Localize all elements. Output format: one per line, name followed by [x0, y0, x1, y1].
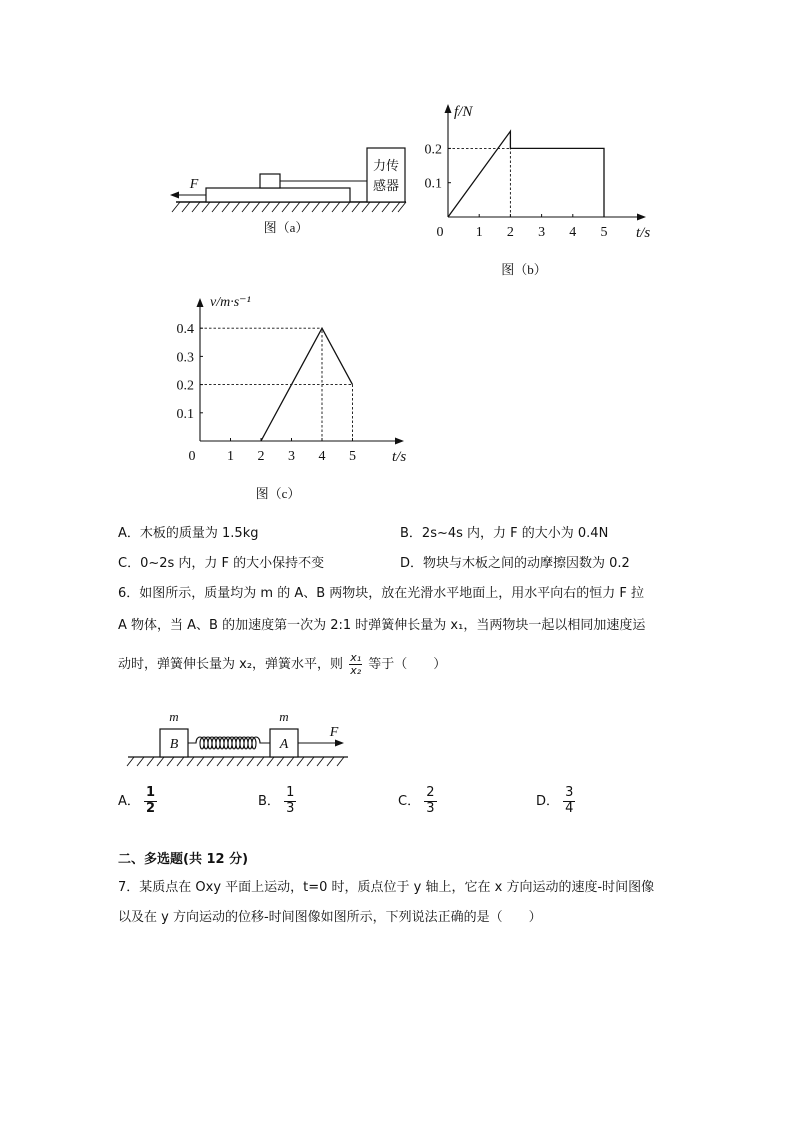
x-tick-label: 5 — [600, 225, 608, 240]
x-tick-label: 5 — [349, 449, 356, 464]
numerator: 3 — [565, 785, 574, 800]
y-tick-label: 0.2 — [176, 378, 194, 394]
figure-b-chart — [412, 96, 672, 282]
fraction-denominator: x₂ — [350, 664, 362, 678]
q6-line-3-text: 动时，弹簧伸长量为 x₂，弹簧水平，则 — [118, 657, 344, 673]
ground-hatching — [172, 202, 406, 212]
ground-hatching — [127, 757, 344, 766]
mass-a-label: m — [279, 709, 289, 724]
y-tick-label: 0.1 — [424, 176, 442, 192]
option-fraction — [284, 786, 296, 817]
numerator: 2 — [426, 785, 435, 800]
sensor-label-line1: 力传 — [372, 158, 400, 173]
denominator: 3 — [426, 800, 435, 816]
y-axis-arrowhead — [197, 298, 204, 307]
y-axis-arrowhead — [445, 104, 452, 113]
figure-a-caption: 图（a） — [263, 220, 309, 235]
x-tick-label: 1 — [475, 225, 483, 240]
denominator: 2 — [146, 800, 156, 816]
x-tick-label: 1 — [227, 449, 234, 464]
spring — [188, 737, 270, 749]
x-tick-label: 4 — [318, 449, 326, 464]
sensor-label-line2: 感器 — [372, 178, 400, 193]
x-axis-label: t/s — [392, 449, 407, 465]
option-fraction — [424, 786, 436, 817]
figure-a — [160, 140, 420, 240]
x-tick-label: 3 — [288, 449, 295, 464]
x-axis-label: t/s — [636, 225, 651, 241]
x-axis-arrowhead — [637, 214, 646, 221]
data-series-line — [448, 131, 604, 217]
fraction-numerator: x₁ — [350, 651, 362, 664]
x-tick-label: 0 — [436, 225, 444, 240]
y-tick-label: 0.4 — [176, 322, 194, 338]
q5-option-c: C．0~2s 内，力 F 的大小保持不变 — [118, 556, 325, 571]
wooden-board — [206, 188, 350, 202]
q6-option-c — [398, 786, 437, 817]
q7-line-2: 以及在 y 方向运动的位移-时间图像如图所示，下列说法正确的是（ ） — [118, 910, 542, 925]
option-letter: A． — [118, 793, 140, 809]
figure-b-caption: 图（b） — [501, 262, 547, 277]
q6-option-d — [536, 786, 575, 817]
y-tick-label: 0.3 — [176, 350, 194, 366]
q5-option-d: D．物块与木板之间的动摩擦因数为 0.2 — [400, 556, 630, 571]
numerator: 1 — [146, 785, 156, 800]
q6-line-1: 6．如图所示，质量均为 m 的 A、B 两物块，放在光滑水平地面上，用水平向右的恒力 F 拉 — [118, 586, 645, 601]
x1-over-x2-fraction — [349, 652, 362, 677]
force-sensor-box — [367, 148, 405, 202]
block-b-label: B — [169, 737, 179, 752]
denominator: 4 — [565, 800, 574, 816]
x-tick-label: 2 — [506, 225, 514, 240]
q6-line-2: A 物体，当 A、B 的加速度第一次为 2:1 时弹簧伸长量为 x₁，当两物块一起以相同加速度运 — [118, 618, 646, 633]
denominator: 3 — [286, 800, 295, 816]
q5-option-b: B．2s~4s 内，力 F 的大小为 0.4N — [400, 526, 609, 541]
data-series-line — [261, 328, 353, 441]
force-label: F — [329, 725, 339, 740]
y-axis-label: f/N — [454, 104, 473, 120]
block-a-label: A — [279, 737, 289, 752]
figure-c-chart — [170, 288, 430, 510]
option-letter: B． — [258, 793, 280, 809]
small-block — [260, 174, 280, 188]
numerator: 1 — [286, 785, 295, 800]
x-axis-arrowhead — [395, 438, 404, 445]
y-tick-label: 0.2 — [424, 142, 442, 158]
x-tick-label: 2 — [257, 449, 265, 464]
q6-spring-figure — [124, 706, 354, 774]
force-arrowhead — [335, 740, 344, 747]
option-letter: D． — [536, 793, 560, 809]
force-label: F — [189, 177, 199, 192]
q5-option-a: A．木板的质量为 1.5kg — [118, 526, 259, 541]
q7-line-1: 7．某质点在 Oxy 平面上运动，t=0 时，质点位于 y 轴上，它在 x 方向运动的速度-时间图像 — [118, 880, 655, 895]
option-fraction — [144, 786, 157, 817]
q6-option-a — [118, 786, 157, 817]
force-arrowhead — [170, 192, 179, 199]
x-tick-label: 0 — [188, 449, 196, 464]
figure-c-caption: 图（c） — [255, 486, 301, 501]
q6-line-3-tail: 等于（ ） — [368, 657, 447, 673]
x-tick-label: 3 — [538, 225, 546, 240]
section-heading: 二、多选题(共 12 分) — [118, 852, 249, 867]
option-letter: C． — [398, 793, 421, 809]
y-axis-label: v/m·s⁻¹ — [210, 295, 251, 310]
mass-b-label: m — [169, 709, 179, 724]
x-tick-label: 4 — [569, 225, 577, 240]
y-tick-label: 0.1 — [176, 406, 194, 422]
option-fraction — [563, 786, 575, 817]
q6-line-3 — [118, 652, 446, 677]
q6-option-b — [258, 786, 296, 817]
